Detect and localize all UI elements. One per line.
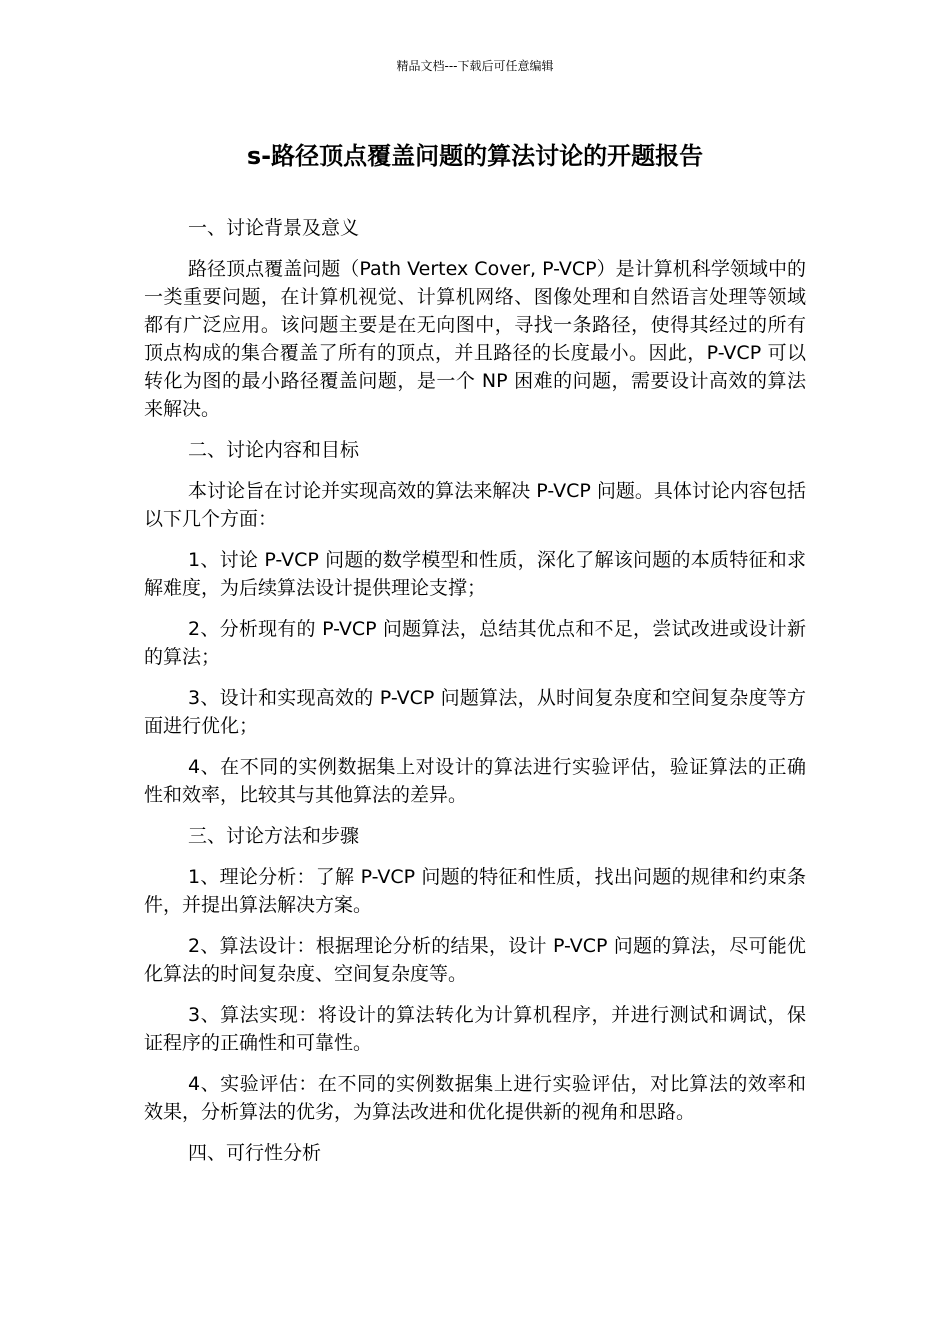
list-item: 1、讨论 P-VCP 问题的数学模型和性质，深化了解该问题的本质特征和求解难度，为后续算法设计提供理论支撑； xyxy=(144,549,806,599)
section-methods-steps xyxy=(144,822,806,1126)
list-item: 1、理论分析：了解 P-VCP 问题的特征和性质，找出问题的规律和约束条件，并提出算法解决方案。 xyxy=(144,866,806,916)
section-feasibility xyxy=(144,1139,806,1167)
section-background xyxy=(144,214,806,423)
list-item: 4、实验评估：在不同的实例数据集上进行实验评估，对比算法的效率和效果，分析算法的优劣，为算法改进和优化提供新的视角和思路。 xyxy=(144,1073,806,1123)
page-watermark-header: 精品文档---下载后可任意编辑 xyxy=(396,59,554,73)
list-item: 2、算法设计：根据理论分析的结果，设计 P-VCP 问题的算法，尽可能优化算法的时间复杂度、空间复杂度等。 xyxy=(144,935,806,985)
list-item: 3、算法实现：将设计的算法转化为计算机程序，并进行测试和调试，保证程序的正确性和可靠性。 xyxy=(144,1004,806,1054)
document-body xyxy=(144,214,806,1180)
section-heading: 二、讨论内容和目标 xyxy=(188,439,360,461)
section-heading: 四、可行性分析 xyxy=(188,1142,322,1164)
section-heading: 一、讨论背景及意义 xyxy=(188,217,360,239)
list-item: 4、在不同的实例数据集上对设计的算法进行实验评估，验证算法的正确性和效率，比较其与其他算法的差异。 xyxy=(144,756,806,806)
section-content-goals xyxy=(144,436,806,809)
body-paragraph: 路径顶点覆盖问题（Path Vertex Cover, P-VCP）是计算机科学领域中的一类重要问题，在计算机视觉、计算机网络、图像处理和自然语言处理等领域都有广泛应用。该问题主要是在无向图中，寻找一条路径，使得其经过的所有顶点构成的集合覆盖了所有的顶点，并且路径的长度最小。因此，P-VCP 可以转化为图的最小路径覆盖问题，是一个 NP 困难的问题，需要设计高效的算法来解决。 xyxy=(144,258,806,420)
list-item: 3、设计和实现高效的 P-VCP 问题算法，从时间复杂度和空间复杂度等方面进行优化； xyxy=(144,687,806,737)
section-heading: 三、讨论方法和步骤 xyxy=(188,825,360,847)
body-paragraph: 本讨论旨在讨论并实现高效的算法来解决 P-VCP 问题。具体讨论内容包括以下几个方面： xyxy=(144,480,806,530)
list-item: 2、分析现有的 P-VCP 问题算法，总结其优点和不足，尝试改进或设计新的算法； xyxy=(144,618,806,668)
document-title: s-路径顶点覆盖问题的算法讨论的开题报告 xyxy=(246,142,704,170)
